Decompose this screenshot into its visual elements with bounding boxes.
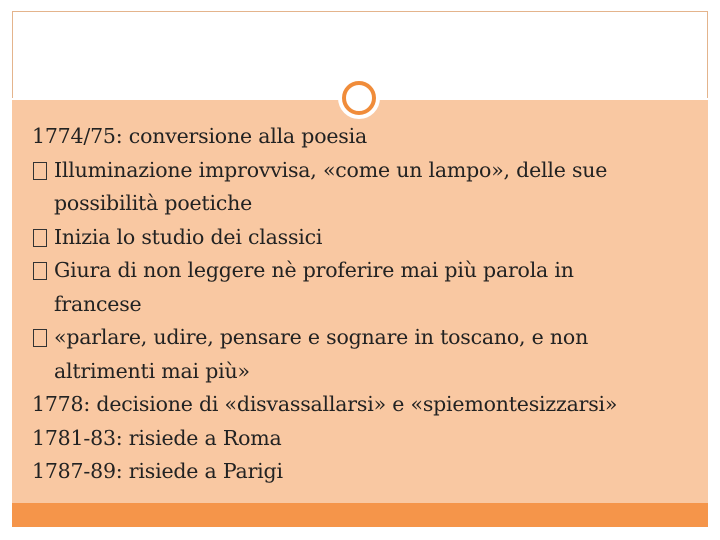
bullet-text: «parlare, udire, pensare e sognare in toscano, e non	[54, 325, 589, 349]
circle-ornament-icon	[338, 77, 380, 119]
bullet-continuation: possibilità poetiche	[54, 191, 253, 215]
bullet-text: Inizia lo studio dei classici	[54, 224, 323, 249]
text-line-1781: 1781-83: risiede a Roma	[32, 425, 282, 450]
bullet-item	[32, 321, 692, 355]
bullet-continuation: altrimenti mai più»	[54, 358, 250, 383]
slide-body	[32, 120, 692, 489]
missing-glyph-bullet-icon	[33, 329, 47, 347]
missing-glyph-bullet-icon	[33, 162, 47, 180]
text-line-1774: 1774/75: conversione alla poesia	[32, 124, 367, 148]
missing-glyph-bullet-icon	[33, 229, 47, 247]
text-line-1778: 1778: decisione di «disvassallarsi» e «spiemontesizzarsi»	[32, 392, 618, 416]
bullet-item	[32, 221, 692, 255]
bullet-item	[32, 254, 692, 288]
bullet-text: Illuminazione improvvisa, «come un lampo», delle sue	[54, 157, 608, 182]
missing-glyph-bullet-icon	[33, 262, 47, 280]
bullet-text: Giura di non leggere nè proferire mai più parola in	[54, 258, 574, 282]
text-line-1787: 1787-89: risiede a Parigi	[32, 459, 283, 483]
bullet-continuation: francese	[54, 291, 142, 316]
bottom-accent-bar	[12, 503, 708, 527]
bullet-item	[32, 154, 692, 188]
